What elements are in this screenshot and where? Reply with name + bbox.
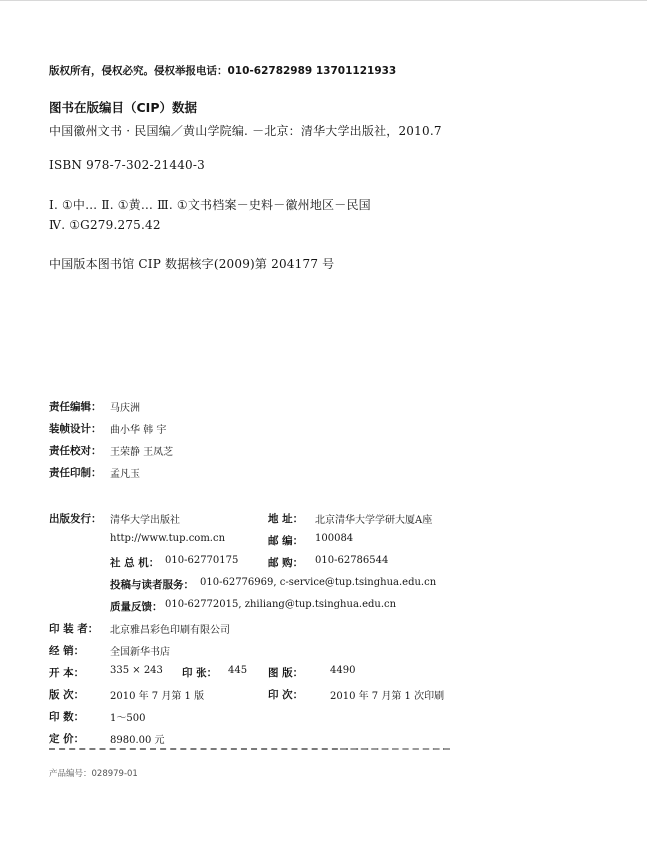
sheets-value: 445 <box>228 665 248 676</box>
format-value: 335 × 243 <box>110 665 163 676</box>
credit-label: 责任编辑： <box>49 401 102 413</box>
publisher-website: http://www.tup.com.cn <box>110 533 226 544</box>
plates-value: 4490 <box>330 665 356 676</box>
print-run-value: 1～500 <box>110 713 146 724</box>
printer-label: 印 装 者： <box>49 623 99 635</box>
switchboard-label: 社 总 机： <box>110 557 160 569</box>
format-label: 开 本： <box>49 667 85 679</box>
cip-class-line: Ⅳ. ①G279.275.42 <box>49 218 161 232</box>
credit-value: 孟凡玉 <box>110 469 140 480</box>
cip-subject-line: Ⅰ. ①中… Ⅱ. ①黄… Ⅲ. ①文书档案－史料－徽州地区－民国 <box>49 198 371 212</box>
credit-value: 曲小华 韩 宇 <box>110 425 167 436</box>
cip-record-line: 中国版本图书馆 CIP 数据核字(2009)第 204177 号 <box>49 257 335 271</box>
postcode-value: 100084 <box>315 533 354 544</box>
feedback-value: 010-62772015, zhiliang@tup.tsinghua.edu.cn <box>165 599 397 610</box>
distributor-label: 经 销： <box>49 645 85 657</box>
publisher-label: 出版发行： <box>49 513 102 525</box>
mail-order-value: 010-62786544 <box>315 555 389 566</box>
cip-heading: 图书在版编目（CIP）数据 <box>49 100 197 115</box>
switchboard-value: 010-62770175 <box>165 555 239 566</box>
credit-label: 责任校对： <box>49 445 102 457</box>
plates-label: 图 版： <box>268 667 304 679</box>
credit-value: 马庆洲 <box>110 403 140 414</box>
footer-divider-right <box>340 748 450 750</box>
distributor-value: 全国新华书店 <box>110 647 170 658</box>
printer-value: 北京雅昌彩色印刷有限公司 <box>110 625 230 636</box>
print-run-label: 印 数： <box>49 711 85 723</box>
product-number: 产品编号：028979-01 <box>49 769 138 779</box>
impression-value: 2010 年 7 月第 1 次印刷 <box>330 691 445 702</box>
credit-label: 责任印制： <box>49 467 102 479</box>
cip-title-line: 中国徽州文书 · 民国编／黄山学院编. －北京：清华大学出版社，2010.7 <box>49 124 442 138</box>
address-label: 地 址： <box>268 513 304 525</box>
credit-value: 王荣静 王凤芝 <box>110 447 174 458</box>
feedback-label: 质量反馈： <box>110 601 163 613</box>
postcode-label: 邮 编： <box>268 535 304 547</box>
address-value: 北京清华大学学研大厦A座 <box>315 515 433 526</box>
price-label: 定 价： <box>49 733 85 745</box>
cip-isbn: ISBN 978-7-302-21440-3 <box>49 158 205 172</box>
credit-label: 装帧设计： <box>49 423 102 435</box>
publisher-name: 清华大学出版社 <box>110 515 180 526</box>
edition-label: 版 次： <box>49 689 85 701</box>
mail-order-label: 邮 购： <box>268 557 304 569</box>
impression-label: 印 次： <box>268 689 304 701</box>
top-divider <box>0 0 647 1</box>
price-value: 8980.00 元 <box>110 735 165 746</box>
copyright-notice: 版权所有，侵权必究。侵权举报电话：010-62782989 13701121933 <box>49 65 397 77</box>
sheets-label: 印 张： <box>182 667 218 679</box>
edition-value: 2010 年 7 月第 1 版 <box>110 691 205 702</box>
service-value: 010-62776969, c-service@tup.tsinghua.edu.cn <box>200 577 437 588</box>
service-label: 投稿与读者服务： <box>110 579 194 591</box>
